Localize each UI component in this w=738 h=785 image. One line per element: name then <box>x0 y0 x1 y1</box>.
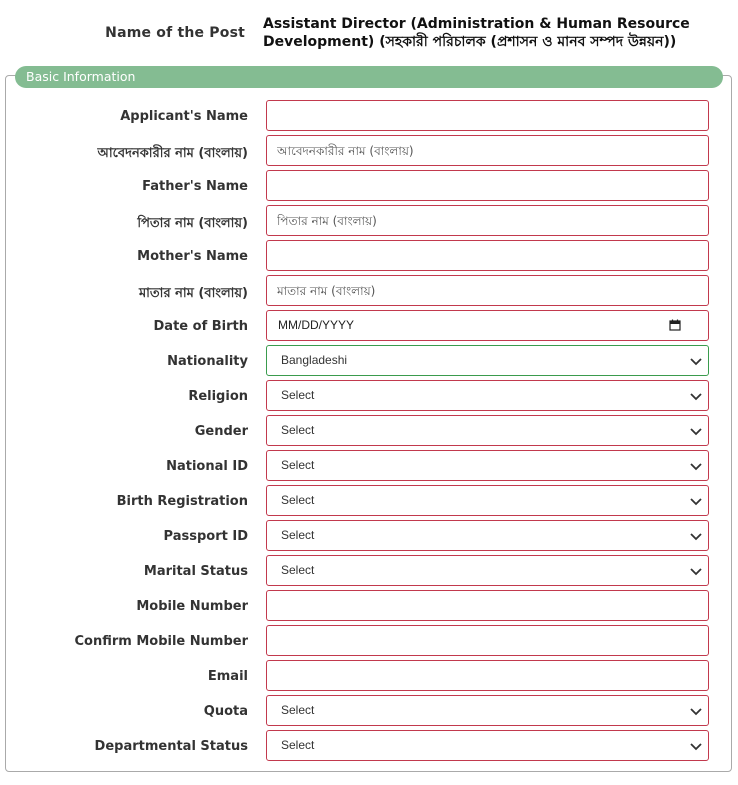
text-input-wrapper[interactable] <box>266 135 709 166</box>
field-label: Quota <box>203 704 248 719</box>
date-value: MM/DD/YYYY <box>278 318 355 332</box>
field-label: Departmental Status <box>94 739 248 754</box>
field-label: Mobile Number <box>136 599 248 614</box>
text-input[interactable] <box>267 206 708 235</box>
field-row <box>0 415 738 446</box>
chevron-down-icon <box>690 356 702 366</box>
field-row <box>0 695 738 726</box>
section-title: Basic Information <box>15 66 723 88</box>
field-label: Passport ID <box>163 529 248 544</box>
selected-value: Select <box>281 738 315 752</box>
select-dropdown[interactable] <box>266 520 709 551</box>
field-label: Mother's Name <box>137 249 248 264</box>
text-input-wrapper[interactable] <box>266 100 709 131</box>
field-row <box>0 485 738 516</box>
text-input[interactable] <box>267 241 708 270</box>
chevron-down-icon <box>690 741 702 751</box>
text-input-wrapper[interactable] <box>266 205 709 236</box>
selected-value: Select <box>281 458 315 472</box>
text-input-wrapper[interactable] <box>266 590 709 621</box>
field-row <box>0 310 738 341</box>
field-row <box>0 205 738 236</box>
select-dropdown[interactable] <box>266 450 709 481</box>
chevron-down-icon <box>690 426 702 436</box>
selected-value: Select <box>281 388 315 402</box>
selected-value: Select <box>281 563 315 577</box>
field-label: Applicant's Name <box>120 109 248 124</box>
selected-value: Select <box>281 528 315 542</box>
chevron-down-icon <box>690 496 702 506</box>
text-input-wrapper[interactable] <box>266 170 709 201</box>
text-input[interactable] <box>267 101 708 130</box>
field-row <box>0 450 738 481</box>
field-label: Date of Birth <box>153 319 248 334</box>
field-row <box>0 275 738 306</box>
field-row <box>0 625 738 656</box>
calendar-icon[interactable] <box>669 319 681 331</box>
selected-value: Select <box>281 703 315 717</box>
field-label: Gender <box>194 424 248 439</box>
field-row <box>0 520 738 551</box>
text-input[interactable] <box>267 591 708 620</box>
text-input-wrapper[interactable] <box>266 275 709 306</box>
field-row <box>0 590 738 621</box>
field-row <box>0 660 738 691</box>
text-input-wrapper[interactable] <box>266 240 709 271</box>
post-label: Name of the Post <box>105 25 245 41</box>
field-row <box>0 240 738 271</box>
select-dropdown[interactable] <box>266 555 709 586</box>
text-input[interactable] <box>267 136 708 165</box>
select-dropdown[interactable] <box>266 485 709 516</box>
field-label: Email <box>207 669 248 684</box>
field-label: Marital Status <box>143 564 248 579</box>
chevron-down-icon <box>690 531 702 541</box>
post-row <box>0 14 738 54</box>
field-label: Confirm Mobile Number <box>74 634 248 649</box>
selected-value: Select <box>281 423 315 437</box>
text-input[interactable] <box>267 626 708 655</box>
field-row <box>0 380 738 411</box>
date-of-birth-input[interactable] <box>266 310 709 341</box>
field-label: Father's Name <box>142 179 248 194</box>
field-label: মাতার নাম (বাংলায়) <box>138 286 248 301</box>
field-row <box>0 730 738 761</box>
select-dropdown[interactable] <box>266 730 709 761</box>
text-input-wrapper[interactable] <box>266 660 709 691</box>
text-input[interactable] <box>267 171 708 200</box>
select-dropdown[interactable] <box>266 695 709 726</box>
post-value: Assistant Director (Administration & Human Resource Development) (সহকারী পরিচালক (প্রশাসন ও মানব সম্পদ উন্নয়ন)) <box>263 16 690 50</box>
selected-value: Select <box>281 493 315 507</box>
chevron-down-icon <box>690 566 702 576</box>
field-label: Birth Registration <box>116 494 248 509</box>
field-label: পিতার নাম (বাংলায়) <box>137 216 248 231</box>
chevron-down-icon <box>690 706 702 716</box>
text-input[interactable] <box>267 661 708 690</box>
field-label: Religion <box>188 389 248 404</box>
field-row <box>0 135 738 166</box>
field-label: National ID <box>166 459 248 474</box>
text-input-wrapper[interactable] <box>266 625 709 656</box>
selected-value: Bangladeshi <box>281 353 348 367</box>
chevron-down-icon <box>690 391 702 401</box>
select-dropdown[interactable] <box>266 380 709 411</box>
select-dropdown[interactable] <box>266 415 709 446</box>
field-row <box>0 345 738 376</box>
field-label: আবেদনকারীর নাম (বাংলায়) <box>97 146 248 161</box>
field-row <box>0 170 738 201</box>
field-row <box>0 555 738 586</box>
field-label: Nationality <box>167 354 248 369</box>
chevron-down-icon <box>690 461 702 471</box>
select-dropdown[interactable] <box>266 345 709 376</box>
text-input[interactable] <box>267 276 708 305</box>
field-row <box>0 100 738 131</box>
